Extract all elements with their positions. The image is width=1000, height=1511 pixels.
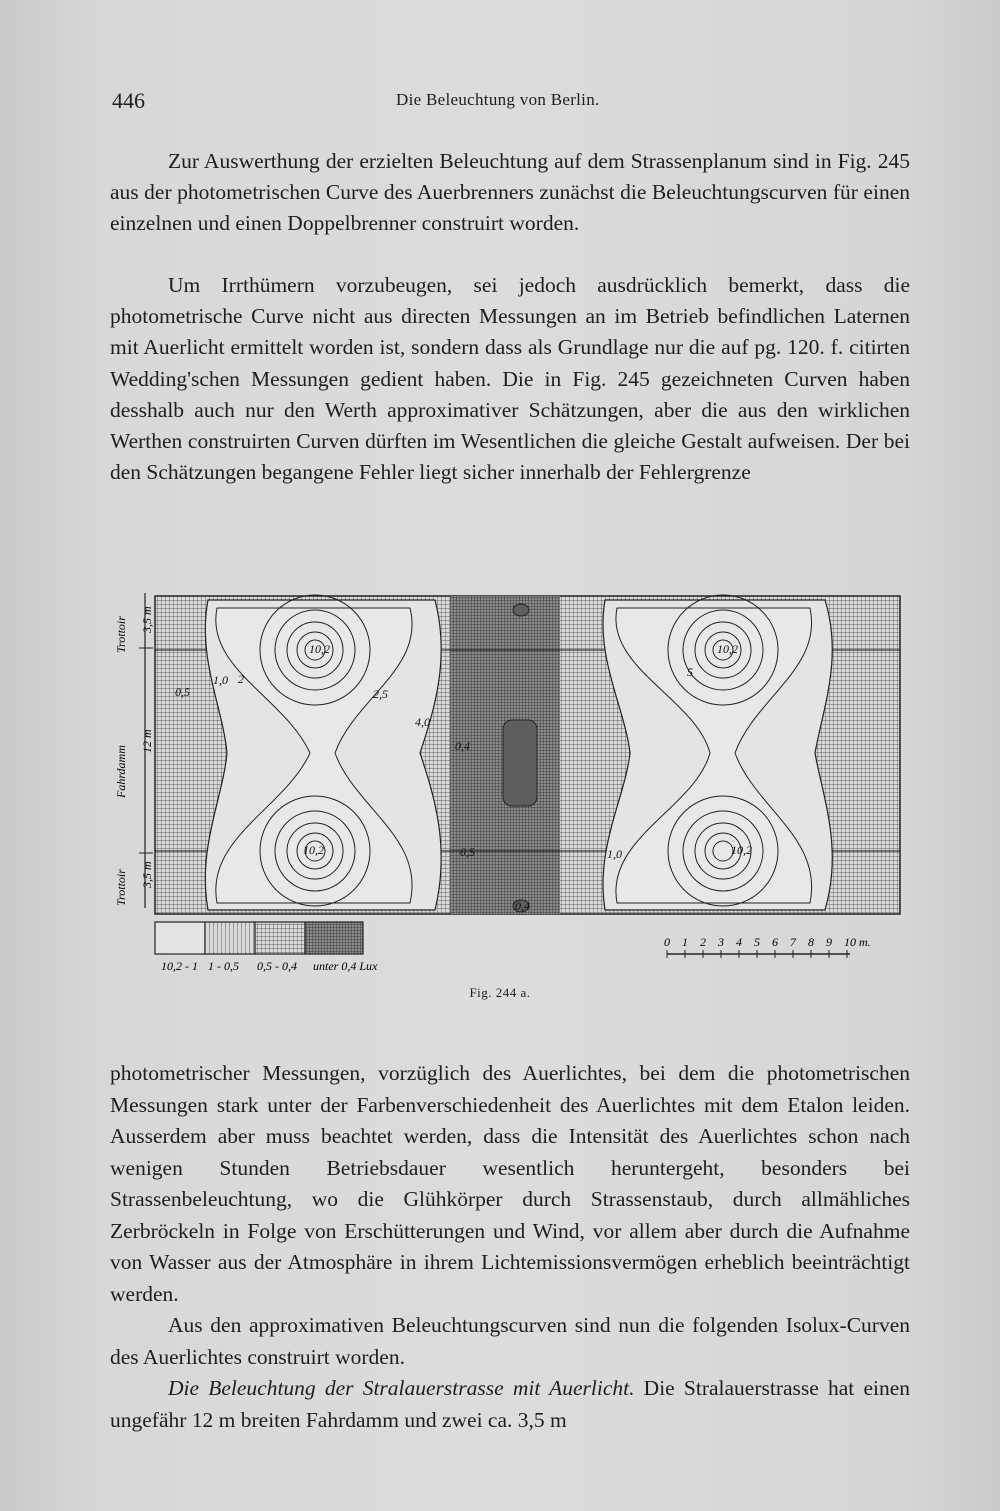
paragraph-2 [110, 270, 910, 488]
scale-tick-4: 4 [736, 935, 742, 949]
curve-label-5: 5 [687, 665, 693, 679]
scale-tick-10: 10 m. [844, 935, 871, 949]
paragraph-3-text: photometrischer Messungen, vorzüglich des Auerlichtes, bei dem die photometrischen Messungen stark unter der Farbenverschiedenheit des Auerlichtes mit dem Etalon leiden. Ausserdem aber muss beachtet werden, dass die Intensität des Auerlichtes schon nach wenigen Stunden Betriebsdauer wesentlich heruntergeht, besonders bei Strassenbeleuchtung, wo die Glühkörper durch Strassenstaub, durch allmähliches Zerbröckeln in Folge von Erschütterungen und Wind, vor allem aber durch die Aufnahme von Wasser aus der Atmosphäre in ihrem Lichtemissionsvermögen erheblich beeinträchtigt werden. [110, 1061, 910, 1306]
scale-tick-3: 3 [718, 935, 724, 949]
street-side-labels [114, 593, 154, 908]
curve-label-1: 1,0 [607, 847, 622, 861]
curve-label-center-bottom-right: 10,2 [731, 843, 752, 857]
curve-label-center-bottom-left: 10,2 [303, 843, 324, 857]
curve-label-05: 0,5 [175, 685, 190, 699]
dim-middle: 12 m [140, 729, 154, 753]
section-heading-italic: Die Beleuchtung der Stralauerstrasse mit Auerlicht. [168, 1376, 635, 1400]
legend [155, 922, 378, 973]
paragraph-4-text: Aus den approximativen Beleuchtungscurven sind nun die folgenden Isolux-Curven des Auerlichtes construirt worden. [110, 1313, 910, 1369]
scale-tick-9: 9 [826, 935, 832, 949]
dim-bottom: 3,5 m [140, 861, 154, 888]
scale-tick-2: 2 [700, 935, 706, 949]
dim-top: 3,5 m [140, 606, 154, 633]
paragraph-1 [110, 146, 910, 240]
scale-tick-1: 1 [682, 935, 688, 949]
paragraph-1-text: Zur Auswerthung der erzielten Beleuchtung auf dem Strassenplanum sind in Fig. 245 aus der photometrischen Curve des Auerbrenners zunächst die Beleuchtungscurven für einen einzelnen und einen Doppelbrenner construirt worden. [110, 149, 910, 236]
scale-tick-0: 0 [664, 935, 670, 949]
curve-label-10: 1,0 [213, 673, 228, 687]
scale-tick-7: 7 [790, 935, 796, 949]
curve-label-04b: 0,4 [515, 899, 530, 913]
page-header [112, 88, 912, 118]
curve-label-25: 2,5 [373, 687, 388, 701]
curve-label-04: 0,4 [455, 739, 470, 753]
curve-label-05b: 0,5 [460, 845, 475, 859]
scale-bar [664, 935, 871, 958]
figure-caption: Fig. 244 a. [469, 985, 531, 1000]
curve-label-4: 4,0 [415, 715, 430, 729]
street-plan [155, 595, 900, 914]
paragraph-5-text: Die Stralauerstrasse hat einen ungefähr 12 m breiten Fahrdamm und zwei ca. 3,5 m [110, 1376, 910, 1432]
scale-tick-8: 8 [808, 935, 814, 949]
legend-item-4: unter 0,4 Lux [313, 959, 378, 973]
paragraph-2-text: Um Irrthümern vorzubeugen, sei jedoch ausdrücklich bemerkt, dass die photometrische Curve nicht aus directen Messungen an im Betrieb befindlichen Laternen mit Auerlicht ermittelt worden ist, sondern dass als Grundlage nur die auf pg. 120. f. citirten Wedding'schen Messungen gedient haben. Die in Fig. 245 gezeichneten Curven haben desshalb auch nur den Werth approximativer Schätzungen, aber die aus den wirklichen Werthen construirten Curven dürften im Wesentlichen die gleiche Gestalt aufweisen. Der bei den Schätzungen begangene Fehler liegt sicher innerhalb der Fehlergrenze [110, 273, 910, 485]
legend-item-1: 10,2 - 1 [161, 959, 198, 973]
scale-tick-6: 6 [772, 935, 778, 949]
isolux-figure [105, 588, 905, 988]
paragraph-3 [110, 1058, 910, 1436]
scale-tick-5: 5 [754, 935, 760, 949]
curve-label-center-top-left: 10,2 [309, 642, 330, 656]
running-title: Die Beleuchtung von Berlin. [396, 90, 600, 109]
legend-item-2: 1 - 0,5 [208, 959, 239, 973]
legend-item-3: 0,5 - 0,4 [257, 959, 297, 973]
curve-label-2: 2 [238, 672, 244, 686]
label-trottoir-top: Trottoir [114, 616, 128, 653]
label-trottoir-bottom: Trottoir [114, 869, 128, 906]
curve-label-center-top-right: 10,2 [717, 642, 738, 656]
label-fahrdamm: Fahrdamm [114, 745, 128, 798]
page-number: 446 [112, 88, 145, 113]
